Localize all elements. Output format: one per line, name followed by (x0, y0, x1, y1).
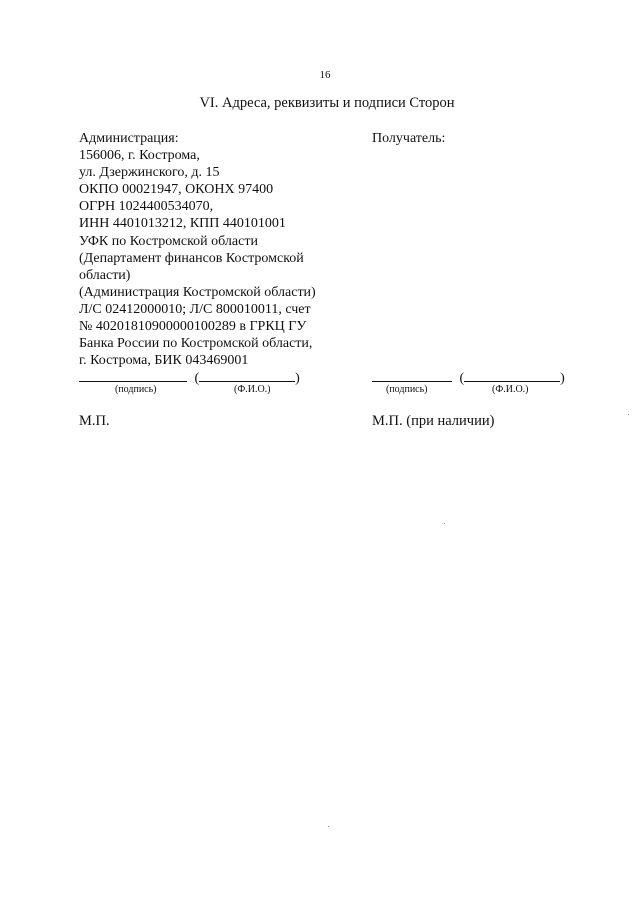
administration-line: ул. Дзержинского, д. 15 (79, 165, 220, 181)
administration-signature-caption: (подпись) (115, 384, 157, 395)
administration-line: Банка России по Костромской области, (79, 336, 313, 352)
administration-line: (Администрация Костромской области) (79, 284, 316, 300)
recipient-name-caption: (Ф.И.О.) (492, 384, 529, 395)
recipient-heading: Получатель: (372, 131, 446, 146)
section-title: VI. Адреса, реквизиты и подписи Сторон (199, 95, 455, 111)
administration-heading: Администрация: (79, 131, 179, 146)
administration-line: области) (79, 267, 131, 283)
open-paren: ( (459, 371, 465, 386)
name-blank (464, 367, 560, 382)
scan-speck (444, 523, 445, 524)
administration-line: г. Кострома, БИК 043469001 (79, 353, 249, 369)
recipient-stamp: М.П. (при наличии) (372, 413, 495, 429)
administration-line: ОКПО 00021947, ОКОНХ 97400 (79, 182, 274, 198)
page-number: 16 (319, 69, 331, 81)
close-paren: ) (295, 371, 300, 386)
close-paren: ) (560, 371, 565, 386)
administration-stamp: М.П. (79, 413, 110, 429)
scan-speck (328, 826, 329, 827)
signature-blank (372, 367, 452, 382)
administration-name-caption: (Ф.И.О.) (234, 384, 271, 395)
administration-line: (Департамент финансов Костромской (79, 250, 304, 266)
administration-line: УФК по Костромской области (79, 233, 258, 249)
administration-line: № 40201810900000100289 в ГРКЦ ГУ (79, 319, 307, 335)
name-blank (199, 367, 295, 382)
open-paren: ( (194, 371, 200, 386)
administration-line: 156006, г. Кострома, (79, 148, 200, 164)
administration-block (79, 130, 349, 369)
administration-line: ОГРН 1024400534070, (79, 199, 214, 215)
recipient-signature-caption: (подпись) (386, 384, 428, 395)
administration-line: ИНН 4401013212, КПП 440101001 (79, 216, 286, 232)
administration-line: Л/С 02412000010; Л/С 800010011, счет (79, 301, 311, 317)
recipient-block (372, 130, 592, 147)
scan-speck (628, 414, 629, 415)
signature-blank (79, 367, 187, 382)
